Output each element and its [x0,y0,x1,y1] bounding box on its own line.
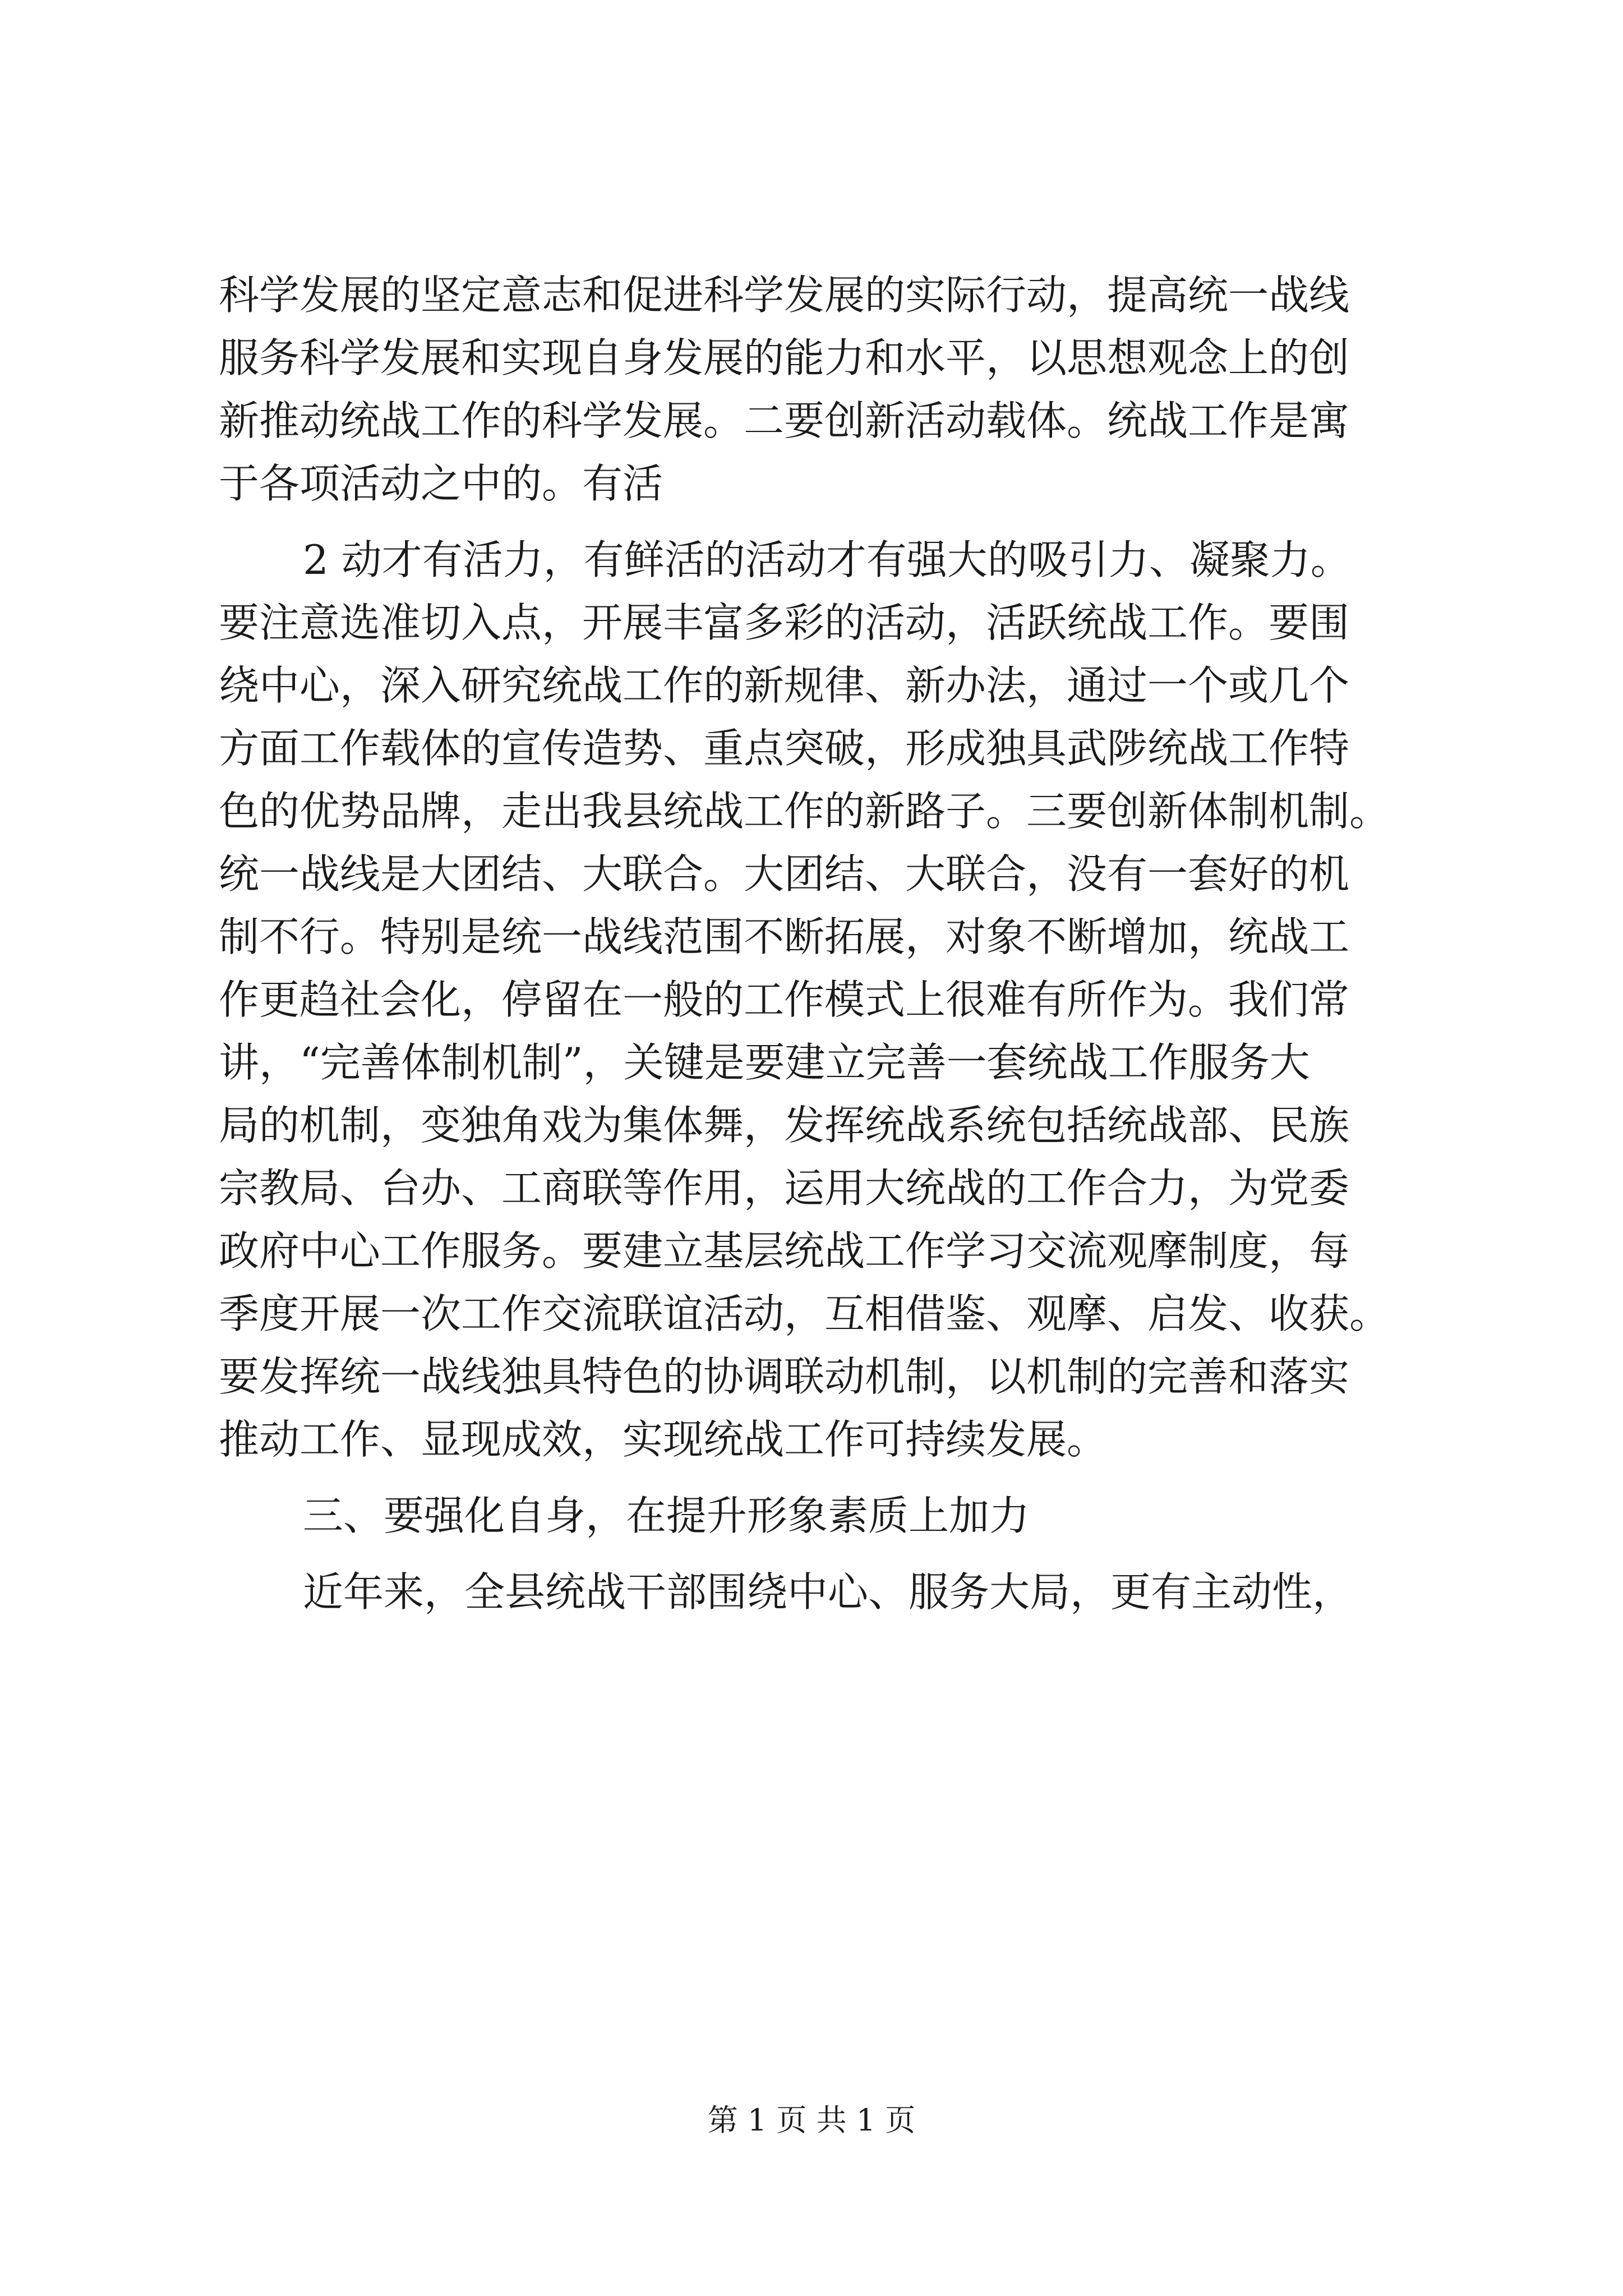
text-line: 局的机制，变独角戏为集体舞，发挥统战系统包括统战部、民族 [219,1102,1350,1149]
paragraph-gap [219,1471,1424,1484]
text-line: 季度开展一次工作交流联谊活动，互相借鉴、观摩、启发、收获。 [219,1290,1390,1337]
text-line: 讲，“完善体制机制”，关键是要建立完善一套统战工作服务大 [219,1039,1310,1086]
page-footer: 第 1 页 共 1 页 [707,2102,916,2138]
text-line: 制不行。特别是统一战线范围不断拓展，对象不断增加，统战工 [219,913,1350,960]
text-line: 绕中心，深入研究统战工作的新规律、新办法，通过一个或几个 [219,662,1350,709]
paragraph-gap [219,1547,1424,1561]
paragraph [219,528,1424,1471]
text-line: 作更趋社会化，停留在一般的工作模式上很难有所作为。我们常 [219,976,1350,1023]
text-line: 政府中心工作服务。要建立基层统战工作学习交流观摩制度，每 [219,1227,1350,1274]
paragraph [219,264,1424,515]
text-line: 方面工作载体的宣传造势、重点突破，形成独具武陟统战工作特 [219,725,1350,772]
text-line: 科学发展的坚定意志和促进科学发展的实际行动，提高统一战线 [219,272,1350,319]
text-line: 要注意选准切入点，开展丰富多彩的活动，活跃统战工作。要围 [219,599,1350,646]
paragraph-gap [219,515,1424,528]
text-line: 服务科学发展和实现自身发展的能力和水平，以思想观念上的创 [219,334,1350,381]
text-line: 要发挥统一战线独具特色的协调联动机制，以机制的完善和落实 [219,1353,1350,1400]
text-line: 于各项活动之中的。有活 [219,460,663,507]
paragraph [219,1484,1424,1547]
text-line: 近年来，全县统战干部围绕中心、服务大局，更有主动性， [303,1568,1353,1616]
text-line: 2 动才有活力，有鲜活的活动才有强大的吸引力、凝聚力。 [303,536,1351,583]
text-line: 宗教局、台办、工商联等作用，运用大统战的工作合力，为党委 [219,1165,1350,1212]
text-line: 推动工作、显现成效，实现统战工作可持续发展。 [219,1416,1108,1463]
document-body [219,264,1424,1623]
text-line: 新推动统战工作的科学发展。二要创新活动载体。统战工作是寓 [219,397,1350,444]
paragraph [219,1561,1424,1623]
text-line: 色的优势品牌，走出我县统战工作的新路子。三要创新体制机制。 [219,788,1390,835]
text-line: 三、要强化自身，在提升形象素质上加力 [303,1492,1030,1539]
text-line: 统一战线是大团结、大联合。大团结、大联合，没有一套好的机 [219,850,1350,898]
